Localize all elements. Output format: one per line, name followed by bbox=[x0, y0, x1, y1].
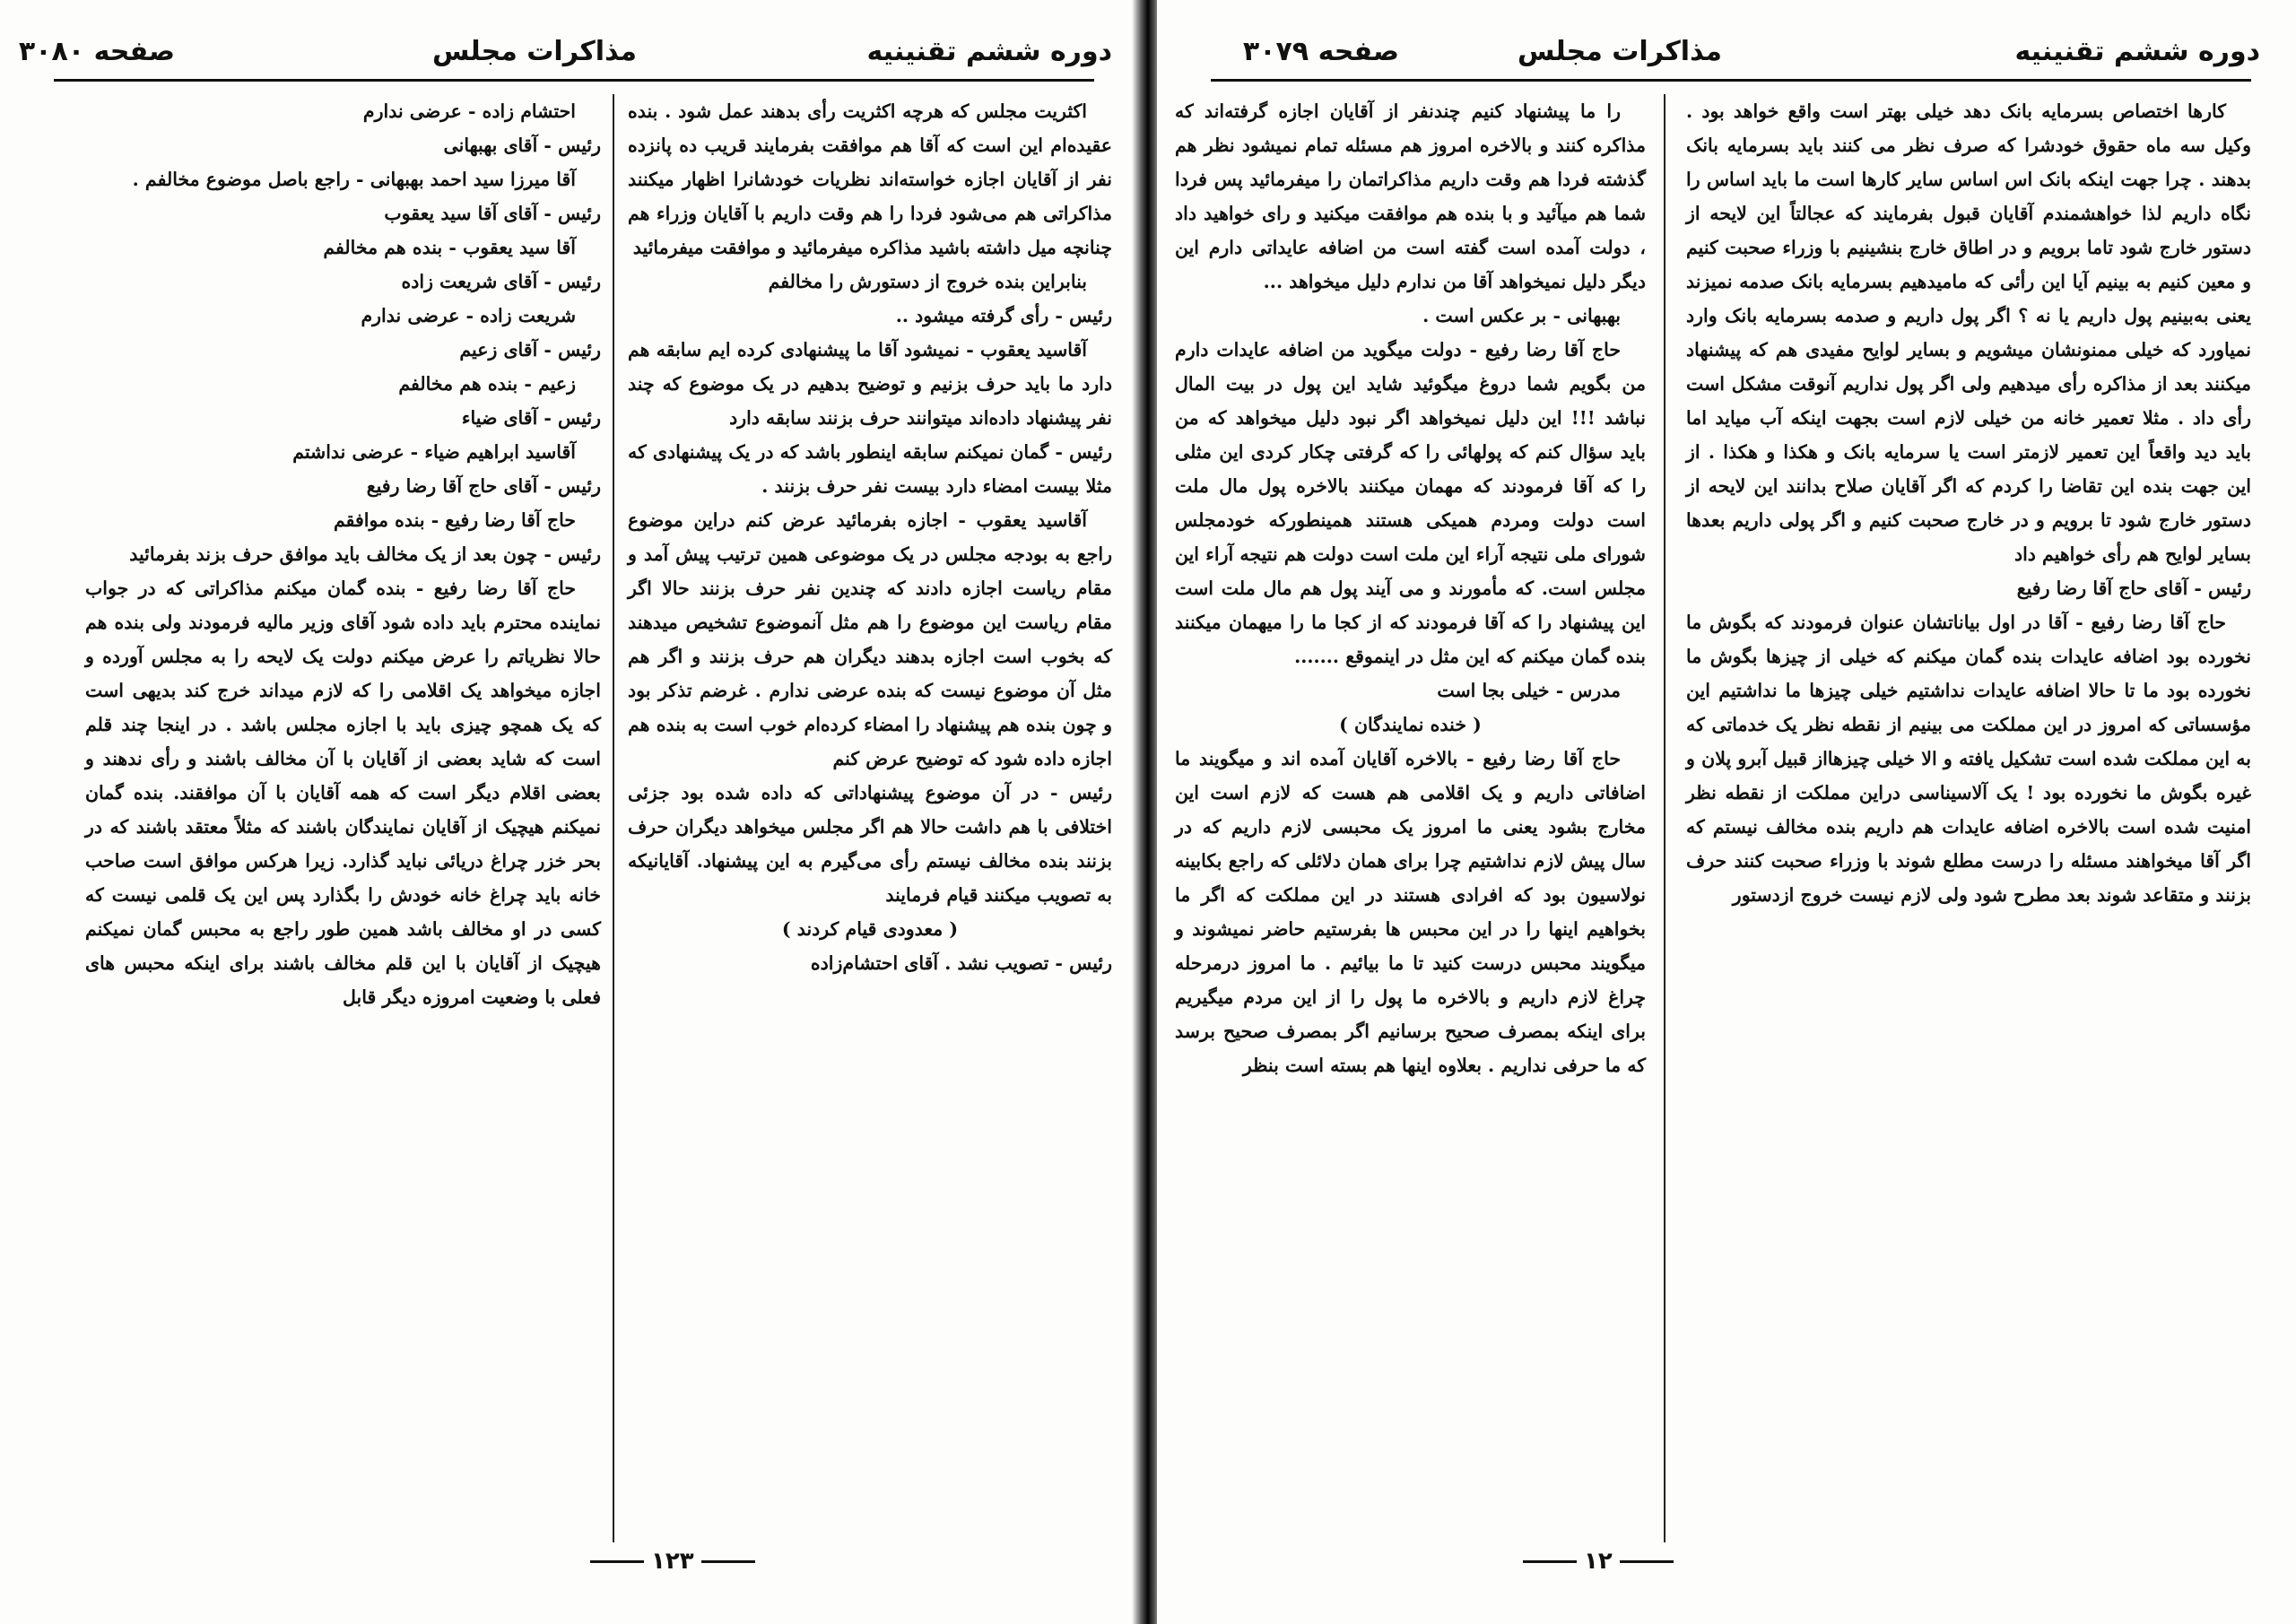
left-page-left-column-paragraph: رئیس - چون بعد از یک مخالف باید موافق حرف بزند بفرمائید bbox=[129, 543, 601, 565]
left-page-left-column-paragraph: آقا میرزا سید احمد بهبهانی - راجع باصل موضوع مخالفم . bbox=[132, 169, 576, 190]
left-page-number: صفحه ۳۰۸۰ bbox=[18, 36, 175, 67]
left-page-right-column bbox=[628, 94, 1112, 980]
left-page-header bbox=[0, 36, 1139, 81]
right-page-left-column-paragraph: را ما پیشنهاد کنیم چندنفر از آقایان اجازه گرفته‌اند که مذاکره کنند و بالاخره امروز هم مسئله تمام نمیشود نظر هم گذشته فردا هم وقت داریم مذاکراتمان را میفرمائید پس فردا شما هم میآئید و با بنده هم موافقت میکنید و رای خواهید داد ، دولت آمده است گفته است من اضافه عایداتی دارم این دیگر دلیل نمیخواهد آقا من ندارم دلیل میخواهد ... bbox=[1175, 100, 1647, 292]
left-page-left-column-paragraph: رئیس - آقای ضیاء bbox=[461, 407, 601, 429]
right-page-number: صفحه ۳۰۷۹ bbox=[1242, 36, 1399, 67]
left-page-left-column-paragraph: آقا سید یعقوب - بنده هم مخالفم bbox=[323, 237, 576, 258]
left-footer-number: ۱۲۳ bbox=[651, 1548, 694, 1575]
left-page-left-column-paragraph: شریعت زاده - عرضی ندارم bbox=[361, 305, 576, 326]
left-page-left-column-paragraph: رئیس - آقای حاج آقا رضا رفیع bbox=[366, 475, 601, 497]
left-page bbox=[0, 0, 1139, 1624]
left-page-footer bbox=[583, 1548, 762, 1575]
right-page-header bbox=[1157, 36, 2296, 81]
right-page bbox=[1157, 0, 2296, 1624]
left-header-rule bbox=[54, 79, 1094, 82]
right-page-left-column bbox=[1175, 94, 1646, 1082]
right-page-right-column bbox=[1686, 94, 2251, 912]
left-page-left-column-paragraph: احتشام زاده - عرضی ندارم bbox=[362, 100, 576, 122]
left-page-right-column-paragraph: رئیس - گمان نمیکنم سابقه اینطور باشد که در یک پیشنهادی که مثلا بیست امضاء دارد بیست نفر حرف بزنند . bbox=[628, 441, 1112, 497]
left-page-right-column-paragraph: بنابراین بنده خروج از دستورش را مخالفم bbox=[768, 271, 1087, 292]
left-page-right-column-paragraph: آقاسید یعقوب - اجازه بفرمائید عرض کنم دراین موضوع راجع به بودجه مجلس در یک موضوعی همین ترتیب پیش آمد و مقام ریاست اجازه دادند که چندین نفر حرف بزنند حالا اگر مقام ریاست این موضوع را هم مثل آنموضوع تشخیص میدهند که بخوب است اجازه بدهند دیگران هم حرف بزنند و اگر هم مثل آن موضوع نیست که بنده عرضی ندارم . غرضم تذکر بود و چون بنده هم پیشنهاد را امضاء کرده‌ام خوب است به بنده هم اجازه داده شود که توضیح عرض کنم bbox=[628, 509, 1112, 769]
left-page-left-column bbox=[85, 94, 601, 1014]
right-title: مذاکرات مجلس bbox=[1517, 36, 1722, 67]
left-page-left-column-paragraph: حاج آقا رضا رفیع - بنده موافقم bbox=[333, 509, 576, 531]
right-page-right-column-paragraph: کارها اختصاص بسرمایه بانک دهد خیلی بهتر است واقع خواهد بود . وکیل سه ماه حقوق خودشرا که صرف نظر می کنند باید بسرمایه بانک بدهند . چرا جهت اینکه بانک اس اساس سایر کارها است ما باید اساس را نگاه داریم لذا خواهشمندم آقایان قبول بفرمایند که عجالتاً این لایحه از دستور خارج شود تاما برویم و در اطاق خارج بنشینیم با وزراء صحبت کنیم و معین کنیم به بینیم آیا این رأئی که مامیدهیم بسرمایه بانک صدمه نمیزند یعنی به‌بینیم پول داریم یا نه ؟ اگر پول داریم و صدمه بسرمایه بانک وارد نمیاورد که خیلی ممنونشان میشویم و بسایر لوایح مفیدی هم که پیشنهاد میکنند بعد از مذاکره رأی میدهیم ولی اگر پول نداریم آنوقت مشکل است رأی داد . مثلا تعمیر خانه من خیلی لازم است بجهت اینکه آب میاید اما باید دید واقعاً این تعمیر لازمتر است یا سرمایه بانک و هکذا و هکذا . از این جهت بنده این تقاضا را کردم که اگر آقایان صلاح بدانند این لایحه از دستور خارج شود تا برویم و در خارج صحبت کنیم و اگر پولی داریم بعدها بسایر لوایح هم رأی خواهیم داد bbox=[1686, 100, 2251, 565]
right-page-footer bbox=[1516, 1548, 1681, 1575]
left-page-left-column-paragraph: حاج آقا رضا رفیع - بنده گمان میکنم مذاکراتی که در جواب نماینده محترم باید داده شود آقای وزیر مالیه فرمودند ولی بنده هم حالا نظریاتم را عرض میکنم دولت یک لایحه را به مجلس آورده و اجازه میخواهد یک اقلامی را که لازم میداند خرج کند بدیهی است که یک همچو چیزی باید با اجازه مجلس باشد . در اینجا چند قلم است که شاید بعضی از آقایان با آن مخالف باشند و رأی ندهند و بعضی اقلام دیگر است که همه آقایان با آن موافقند. بنده گمان نمیکنم هیچیک از آقایان نمایندگان باشند که مثلاً معتقد باشند که در بحر خزر چراغ دریائی نباید گذارد. زیرا هرکس موافق است صاحب خانه باید چراغ خانه خودش را بگذارد پس این یک قلمی نیست که کسی در او مخالف باشد همین طور راجع به محبس گمان نمیکنم هیچیک از آقایان با این قلم مخالف باشند برای اینکه محبس های فعلی با وضعیت امروزه دیگر قابل bbox=[85, 578, 601, 1008]
left-page-left-column-paragraph: رئیس - آقای بهبهانی bbox=[443, 135, 601, 156]
right-page-right-column-paragraph: حاج آقا رضا رفیع - آقا در اول بیاناتشان عنوان فرمودند که بگوش ما نخورده بود اضافه عایدات بنده گمان میکنم که خیلی از چیزها بگوش ما نخورده بود ما تا حالا اضافه عایدات نداشتیم خیلی چیزها ما نداشتیم این مؤسساتی که امروز در این مملکت می بینیم از نقطه نظر یک خدماتی که به این مملکت شده است تشکیل یافته و الا خیلی چیزهااز قبیل آبرو پلان و غیره بگوش ما نخورده بود ! یک آلاسیناسی دراین مملکت از نقطه نظر امنیت شده است بالاخره اضافه عایدات هم داریم بنده مخالف نیستم که اگر آقا میخواهند مسئله را درست مطلع شوند با وزراء صحبت کنند حرف بزنند و متقاعد شوند بعد مطرح شود ولی لازم نیست خروج ازدستور bbox=[1686, 612, 2251, 906]
right-footer-number: ۱۲ bbox=[1584, 1548, 1613, 1575]
left-column-divider bbox=[613, 94, 614, 1542]
left-page-right-column-paragraph: رئیس - در آن موضوع پیشنهاداتی که داده شده بود جزئی اختلافی با هم داشت حالا هم اگر مجلس میخواهد دیگران حرف بزنند بنده مخالف نیستم رأی می‌گیرم به این پیشنهاد. آقایانیکه به تصویب میکنند قیام فرمایند bbox=[628, 782, 1112, 906]
left-term-label: دوره ششم تقنینیه bbox=[866, 36, 1112, 67]
right-page-left-column-paragraph: حاج آقا رضا رفیع - دولت میگوید من اضافه عایدات دارم من بگویم شما دروغ میگوئید شاید این پول در بیت المال نباشد !!! این دلیل نمیخواهد اگر نبود دلیل میخواهد که من باید سؤال کنم که پولهائی را که گرفتی چکار کردی این مثلی را که آقا فرمودند که مهمان میکنند بالاخره پول مال ملت است دولت ومردم همیکی هستند همینطورکه خودمجلس شورای ملی نتیجه آراء این ملت است دولت هم نتیجه آراء این مجلس است. که مأمورند و می آیند پول هم مال ملت است این پیشنهاد را که آقا فرمودند که از کجا ما را میهمان میکنند بنده گمان میکنم که این مثل در اینموقع ....... bbox=[1175, 339, 1646, 667]
right-header-rule bbox=[1211, 79, 2251, 82]
left-page-left-column-paragraph: رئیس - آقای زعیم bbox=[459, 339, 601, 360]
left-page-left-column-paragraph: رئیس - آقای آقا سید یعقوب bbox=[384, 203, 601, 224]
right-page-left-column-paragraph: بهبهانی - بر عکس است . bbox=[1422, 305, 1621, 326]
left-title: مذاکرات مجلس bbox=[431, 36, 637, 67]
left-page-right-column-paragraph: اکثریت مجلس که هرچه اکثریت رأی بدهند عمل شود . بنده عقیده‌ام این است که آقا هم موافقت بفرمایند قریب ده پانزده نفر از آقایان اجازه خواسته‌اند نظریات خودشانرا اظهار میکنند مذاکراتی هم می‌شود فردا را هم وقت داریم با آقایان وزراء هم چنانچه میل داشته باشید مذاکره میفرمائید و موافقت میفرمائید bbox=[628, 100, 1112, 258]
left-page-left-column-paragraph: آقاسید ابراهیم ضیاء - عرضی نداشتم bbox=[292, 441, 576, 463]
right-page-left-column-paragraph: ( خنده نمایندگان ) bbox=[1339, 714, 1482, 735]
left-page-left-column-paragraph: زعیم - بنده هم مخالفم bbox=[398, 373, 576, 395]
left-page-left-column-paragraph: رئیس - آقای شریعت زاده bbox=[401, 271, 601, 292]
right-term-label: دوره ششم تقنینیه bbox=[2014, 36, 2260, 67]
left-page-right-column-paragraph: ( معدودی قیام کردند ) bbox=[781, 918, 959, 940]
left-page-right-column-paragraph: رئیس - رأی گرفته میشود .. bbox=[895, 305, 1112, 326]
left-page-right-column-paragraph: آقاسید یعقوب - نمیشود آقا ما پیشنهادی کرده ایم سابقه هم دارد ما باید حرف بزنیم و توضیح بدهیم در یک موضوع که چند نفر پیشنهاد داده‌اند میتوانند حرف بزنند سابقه دارد bbox=[628, 339, 1112, 429]
right-page-right-column-paragraph: رئیس - آقای حاج آقا رضا رفیع bbox=[2016, 578, 2251, 599]
left-page-right-column-paragraph: رئیس - تصویب نشد . آقای احتشام‌زاده bbox=[810, 952, 1112, 974]
right-page-left-column-paragraph: مدرس - خیلی بجا است bbox=[1437, 680, 1621, 701]
right-column-divider bbox=[1664, 94, 1665, 1542]
right-page-left-column-paragraph: حاج آقا رضا رفیع - بالاخره آقایان آمده اند و میگویند ما اضافاتی داریم و یک اقلامی هم هست که لازم است این مخارج بشود یعنی ما امروز یک محبسی لازم داریم که در سال پیش لازم نداشتیم چرا برای همان دلائلی که راجع بکابینه نولاسیون بود که افرادی هستند در این مملکت که اگر ما بخواهیم اینها را در این محبس ها بفرستیم حاضر نمیشوند و میگویند محبس درست کنید تا ما بیائیم . ما امروز درمرحله چراغ لازم داریم و بالاخره ما پول را از این مردم میگیریم برای اینکه بمصرف صحیح برسانیم اگر بمصرف صحیح برسد که ما حرفی نداریم . بعلاوه اینها هم بسته است بنظر bbox=[1175, 748, 1646, 1076]
